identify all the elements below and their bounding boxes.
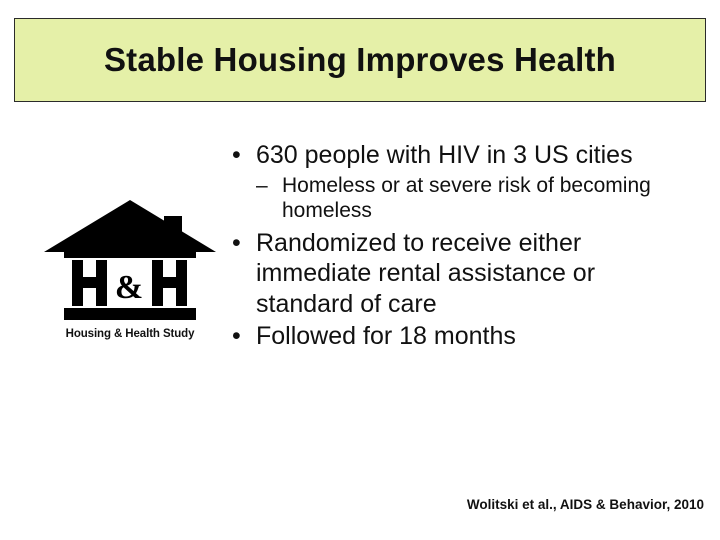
bullet-text: Randomized to receive either immediate rental assistance or standard of care <box>256 228 596 318</box>
bullet-item <box>228 173 698 224</box>
bullet-text: Homeless or at severe risk of becoming homeless <box>282 173 651 223</box>
page-title: Stable Housing Improves Health <box>103 40 617 78</box>
bullet-marker-icon: • <box>232 141 241 169</box>
slide-title-box <box>14 18 706 102</box>
svg-text:&: & <box>114 269 144 306</box>
housing-health-study-logo <box>44 198 216 348</box>
bullet-marker-icon: • <box>232 322 241 351</box>
logo-caption: Housing & Health Study <box>65 328 195 340</box>
bullet-item <box>228 228 698 320</box>
dash-marker-icon: – <box>256 173 268 197</box>
slide-body <box>228 140 698 354</box>
citation: Wolitski et al., AIDS & Behavior, 2010 <box>466 497 704 512</box>
bullet-marker-icon: • <box>232 228 241 257</box>
house-logo-icon <box>44 198 216 326</box>
bullet-item <box>228 140 698 171</box>
bullet-text: 630 people with HIV in 3 US cities <box>256 141 633 169</box>
bullet-text: Followed for 18 months <box>256 322 516 351</box>
bullet-item <box>228 321 698 352</box>
